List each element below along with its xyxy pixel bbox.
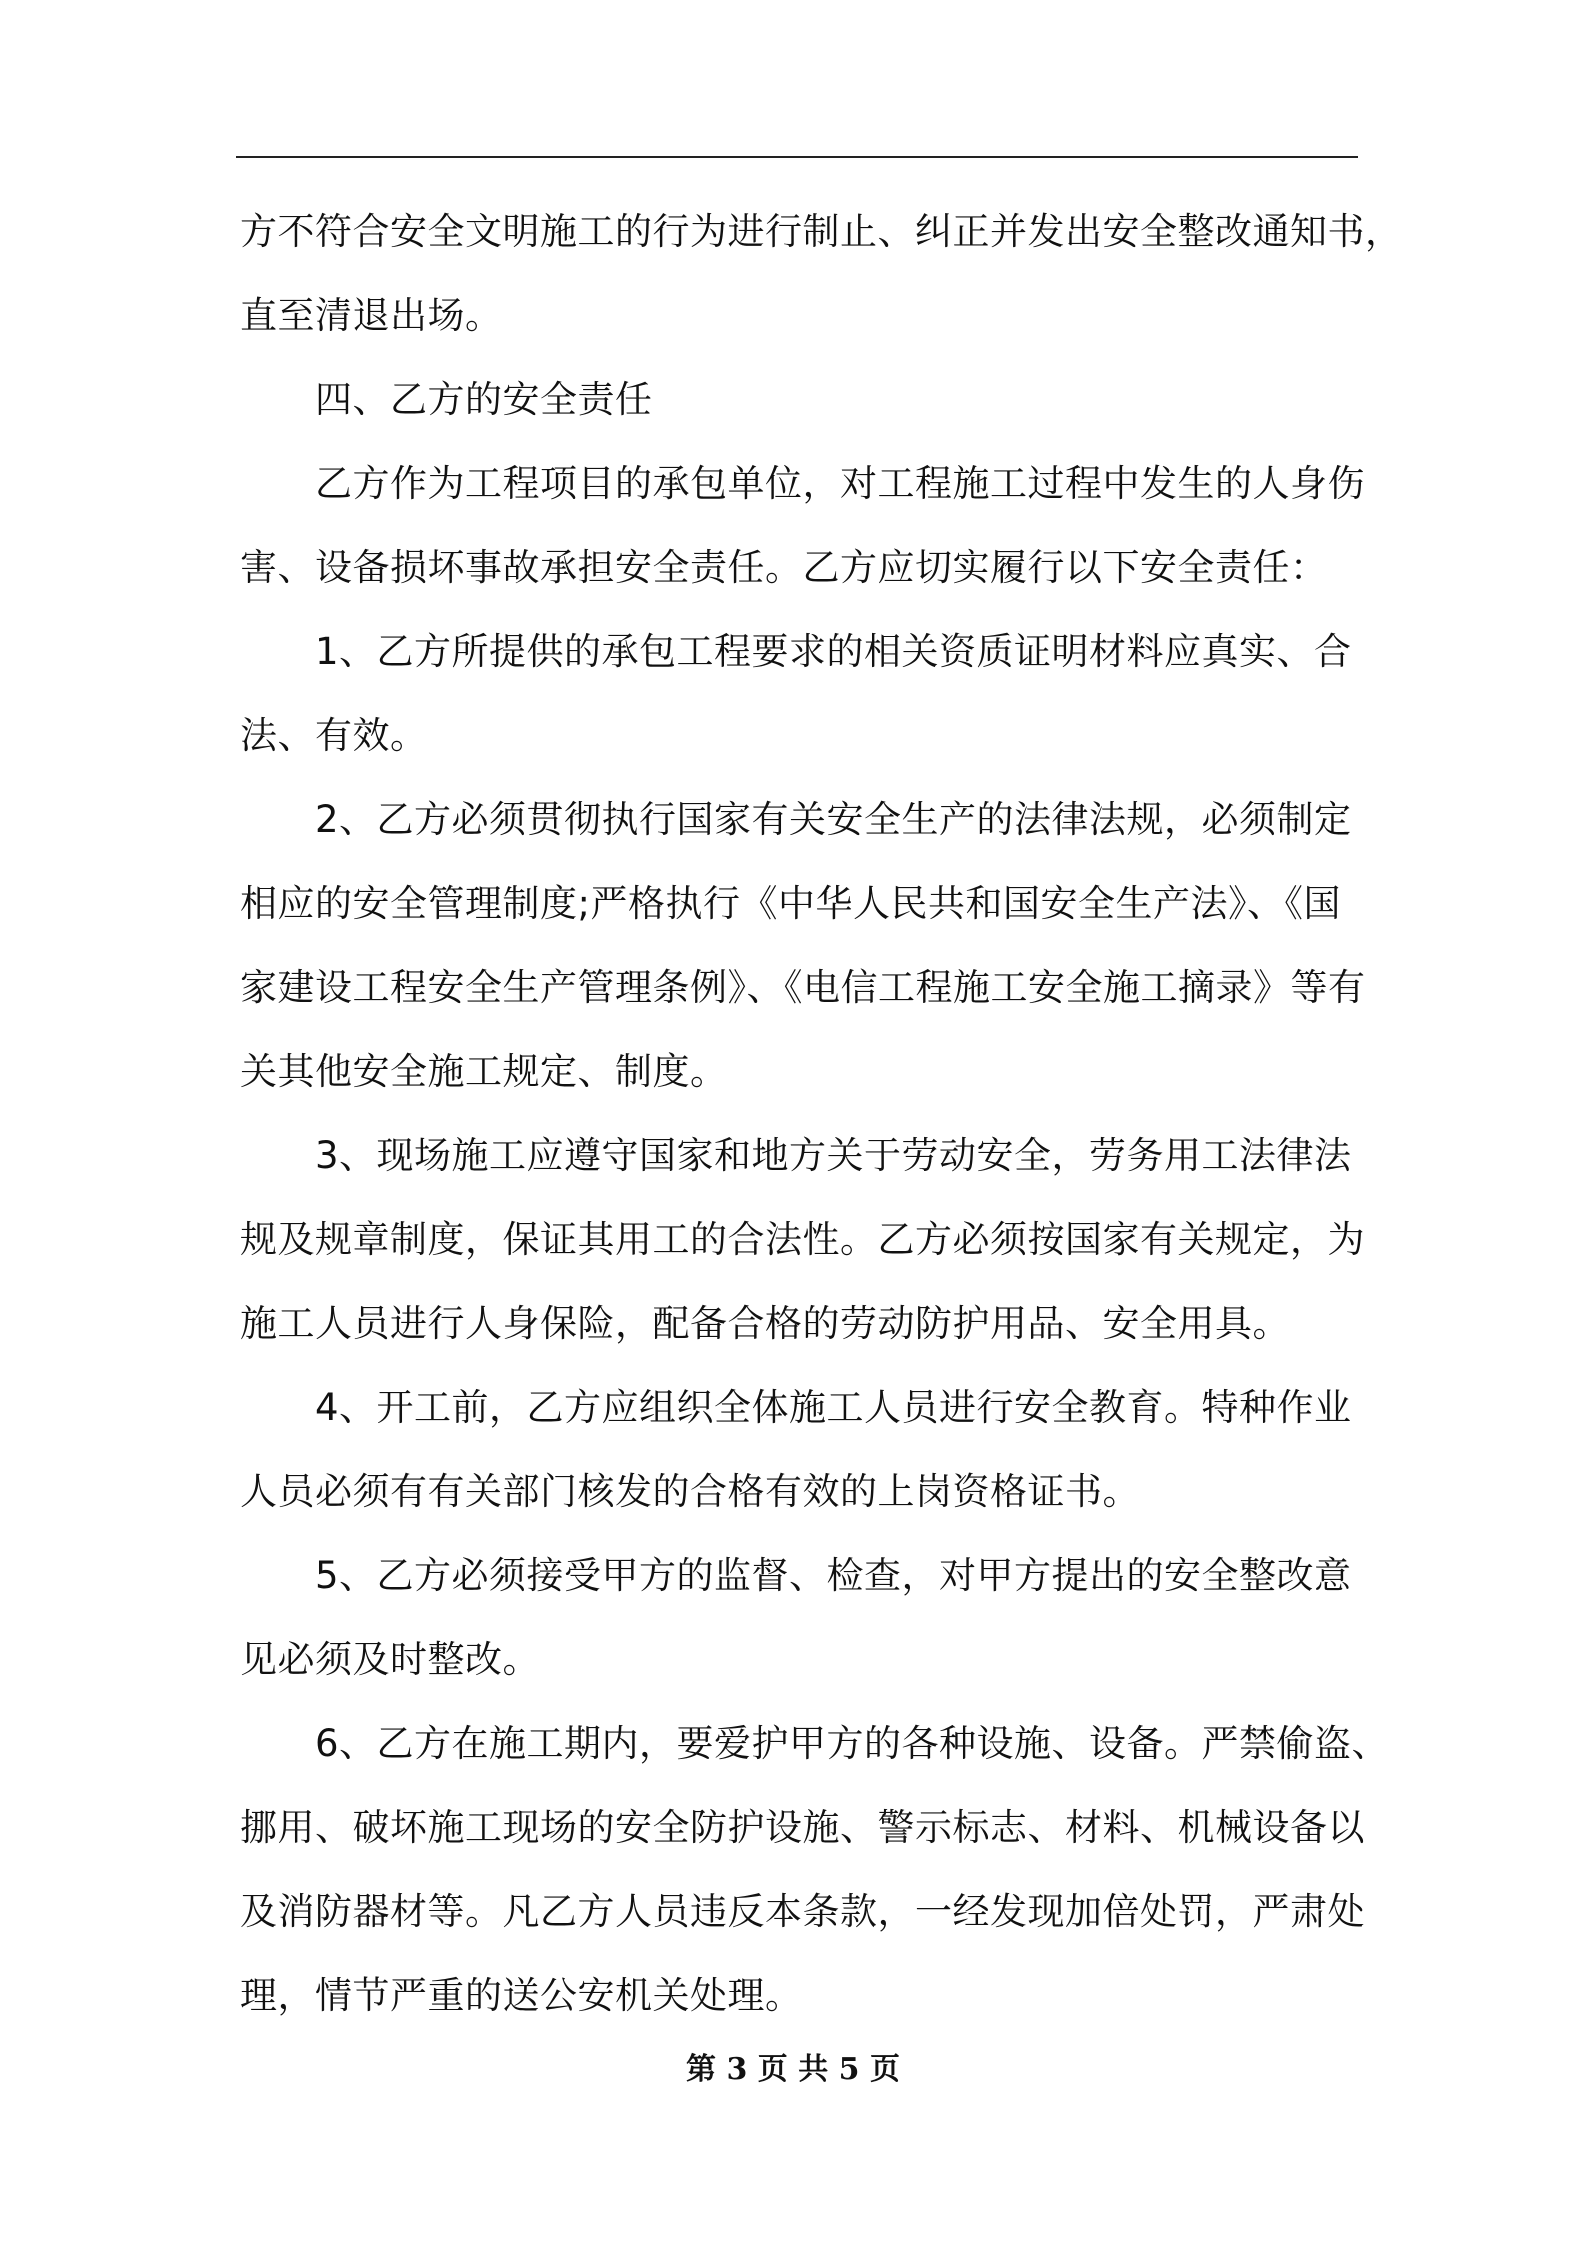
text-line: 见必须及时整改。 [240,1638,540,1681]
text-line: 家建设工程安全生产管理条例》、《电信工程施工安全施工摘录》等有 [240,966,1366,1009]
text-line: 1、乙方所提供的承包工程要求的相关资质证明材料应真实、合 [315,630,1352,673]
text-line: 5、乙方必须接受甲方的监督、检查，对甲方提出的安全整改意 [315,1554,1352,1597]
paragraph-item-5 [240,1534,1355,1702]
paragraph-item-2 [240,778,1366,1114]
section-heading-text: 四、乙方的安全责任 [315,378,653,421]
text-line: 乙方作为工程项目的承包单位，对工程施工过程中发生的人身伤 [315,462,1365,505]
paragraph-continuation [240,190,1403,358]
paragraph-item-3 [240,1114,1365,1366]
paragraph-intro [240,442,1365,610]
paragraph-item-6 [240,1702,1390,2038]
text-line: 6、乙方在施工期内，要爱护甲方的各种设施、设备。严禁偷盗、 [315,1722,1390,1765]
paragraph-item-1 [240,610,1355,778]
paragraph-item-4 [240,1366,1355,1534]
text-line: 关其他安全施工规定、制度。 [240,1050,728,1093]
text-line: 施工人员进行人身保险，配备合格的劳动防护用品、安全用具。 [240,1302,1290,1345]
text-line: 挪用、破坏施工现场的安全防护设施、警示标志、材料、机械设备以 [240,1806,1365,1849]
text-line: 人员必须有有关部门核发的合格有效的上岗资格证书。 [240,1470,1140,1513]
header-rule [236,156,1358,158]
page-number: 第 3 页 共 5 页 [686,2052,900,2087]
text-line: 法、有效。 [240,714,428,757]
text-line: 4、开工前，乙方应组织全体施工人员进行安全教育。特种作业 [315,1386,1352,1429]
text-line: 理，情节严重的送公安机关处理。 [240,1974,803,2017]
text-line: 相应的安全管理制度;严格执行《中华人民共和国安全生产法》、《国 [240,882,1341,925]
text-line: 害、设备损坏事故承担安全责任。乙方应切实履行以下安全责任： [240,546,1328,589]
text-line: 方不符合安全文明施工的行为进行制止、纠正并发出安全整改通知书， [240,210,1403,253]
text-line: 2、乙方必须贯彻执行国家有关安全生产的法律法规，必须制定 [315,798,1352,841]
text-line: 3、现场施工应遵守国家和地方关于劳动安全，劳务用工法律法 [315,1134,1352,1177]
section-heading [240,358,1355,442]
text-line: 规及规章制度，保证其用工的合法性。乙方必须按国家有关规定，为 [240,1218,1365,1261]
text-line: 直至清退出场。 [240,294,503,337]
text-line: 及消防器材等。凡乙方人员违反本条款，一经发现加倍处罚，严肃处 [240,1890,1365,1933]
document-body [240,190,1403,2038]
